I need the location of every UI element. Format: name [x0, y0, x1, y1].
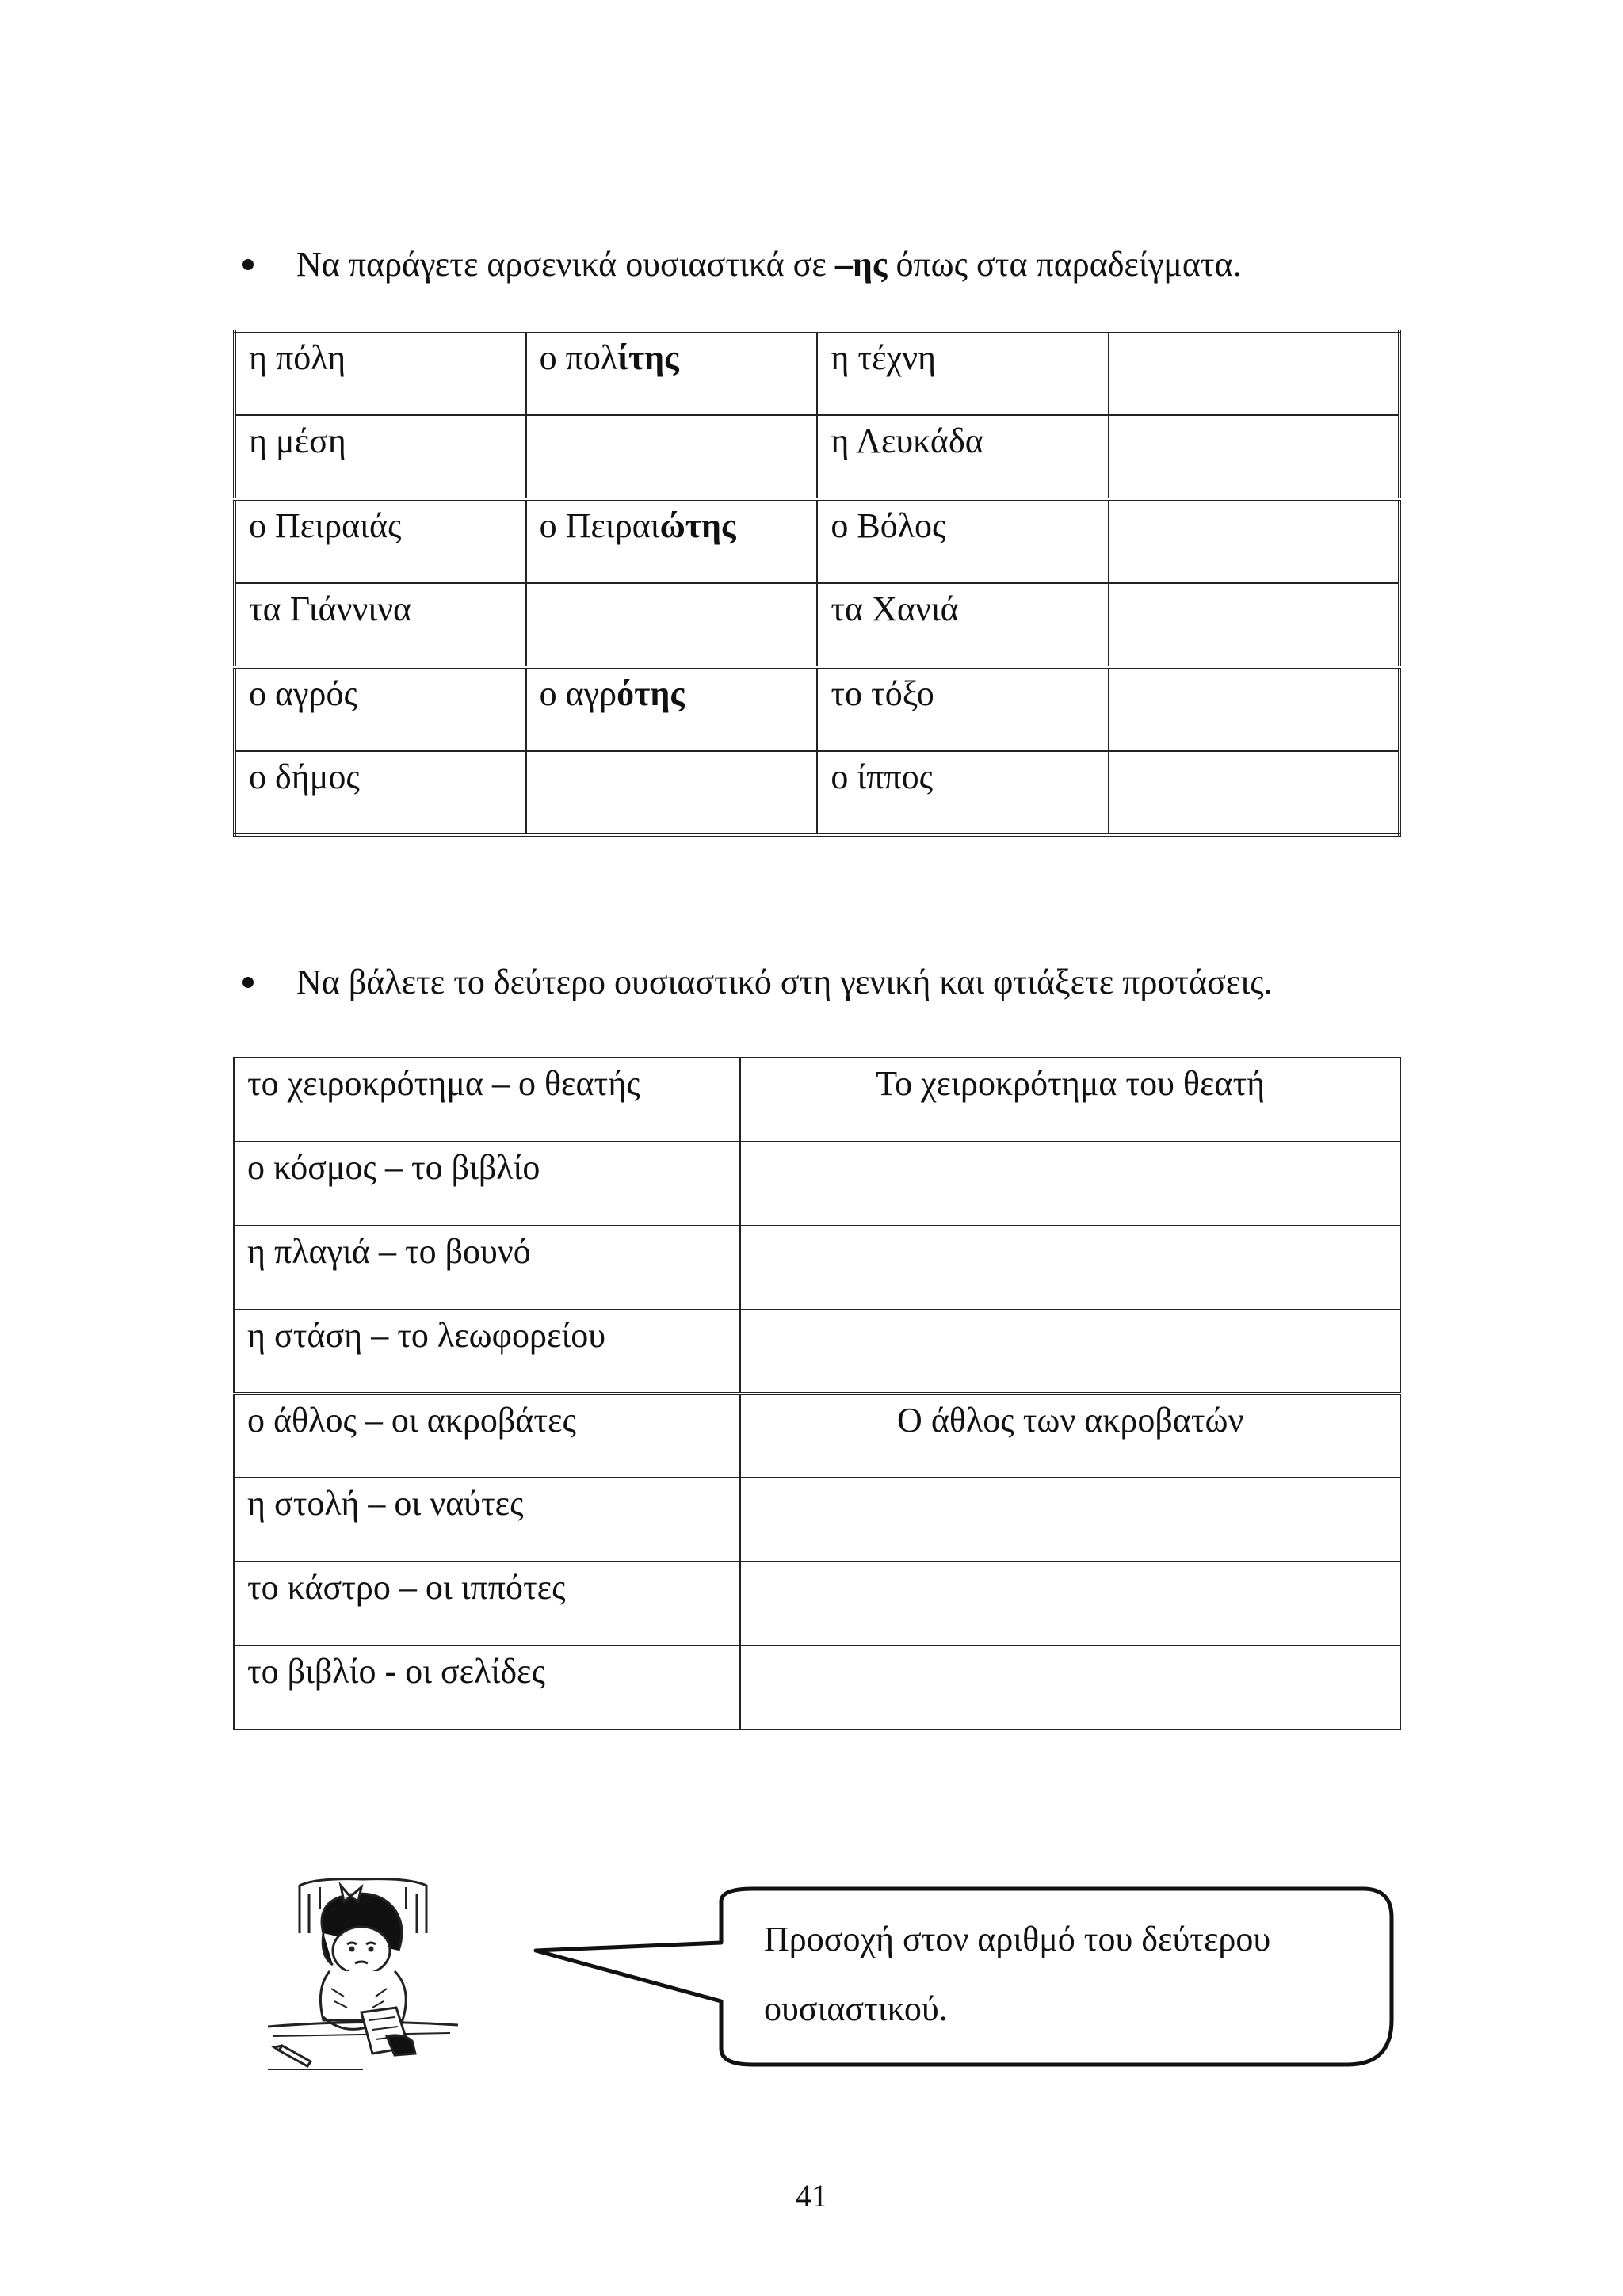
cell-answer-blank[interactable]	[526, 751, 818, 835]
cell-answer-blank[interactable]	[740, 1142, 1400, 1226]
table-row	[234, 1226, 1400, 1310]
cartoon-girl-illustration	[268, 1878, 460, 2071]
cell-noun-pair: η πλαγιά – το βουνό	[234, 1226, 740, 1310]
cell-answer[interactable]: Ο άθλος των ακροβατών	[740, 1394, 1400, 1478]
cell-noun-pair: ο άθλος – οι ακροβάτες	[234, 1394, 740, 1478]
table-row	[234, 1562, 1400, 1646]
cell-answer-blank[interactable]	[526, 583, 818, 667]
bubble-text-line-1: Προσοχή στον αριθμό του δεύτερου	[764, 1920, 1271, 1958]
table-row	[235, 499, 1400, 583]
cell-base-noun: τα Χανιά	[817, 583, 1109, 667]
table-row	[234, 1478, 1400, 1562]
cell-answer-blank[interactable]	[740, 1646, 1400, 1730]
cell-base-noun: η πόλη	[235, 331, 526, 415]
bubble-text-line-2: ουσιαστικού.	[764, 1989, 948, 2028]
cell-derived-noun[interactable]: ο αγρότης	[526, 667, 818, 751]
table-row	[235, 583, 1400, 667]
table-row	[234, 1394, 1400, 1478]
cell-noun-pair: το βιβλίο - οι σελίδες	[234, 1646, 740, 1730]
cell-base-noun: ο δήμος	[235, 751, 526, 835]
instruction-text: Να βάλετε το δεύτερο ουσιαστικό στη γενική και φτιάξετε προτάσεις.	[296, 963, 1273, 1001]
cell-noun-pair: η στολή – οι ναύτες	[234, 1478, 740, 1562]
table-row	[234, 1646, 1400, 1730]
table-row	[235, 331, 1400, 415]
cell-noun-pair: το χειροκρότημα – ο θεατής	[234, 1058, 740, 1142]
cell-answer-blank[interactable]	[1109, 499, 1400, 583]
cell-answer-blank[interactable]	[1109, 751, 1400, 835]
cell-answer-blank[interactable]	[740, 1478, 1400, 1562]
cell-answer-blank[interactable]	[740, 1226, 1400, 1310]
instruction-text: Να παράγετε αρσενικά ουσιαστικά σε –ης όπως στα παραδείγματα.	[296, 245, 1242, 284]
cell-noun-pair: ο κόσμος – το βιβλίο	[234, 1142, 740, 1226]
cell-answer-blank[interactable]	[526, 415, 818, 499]
speech-bubble	[531, 1886, 1395, 2068]
table-row	[234, 1142, 1400, 1226]
genitive-table	[233, 1057, 1401, 1730]
cell-base-noun: η μέση	[235, 415, 526, 499]
cell-base-noun: ο Πειραιάς	[235, 499, 526, 583]
table-row	[234, 1310, 1400, 1394]
bullet-icon	[242, 259, 254, 270]
page-number: 41	[796, 2178, 827, 2214]
cell-noun-pair: η στάση – το λεωφορείου	[234, 1310, 740, 1394]
table-row	[235, 667, 1400, 751]
bullet-icon	[242, 977, 254, 988]
cell-base-noun: η Λευκάδα	[817, 415, 1109, 499]
table-row	[235, 751, 1400, 835]
cell-answer-blank[interactable]	[1109, 331, 1400, 415]
cell-answer-blank[interactable]	[1109, 415, 1400, 499]
cell-base-noun: η τέχνη	[817, 331, 1109, 415]
cell-answer-blank[interactable]	[740, 1562, 1400, 1646]
cell-base-noun: ο ίππος	[817, 751, 1109, 835]
cell-answer[interactable]: Το χειροκρότημα του θεατή	[740, 1058, 1400, 1142]
cell-base-noun: τα Γιάννινα	[235, 583, 526, 667]
cell-base-noun: το τόξο	[817, 667, 1109, 751]
cell-derived-noun[interactable]: ο πολίτης	[526, 331, 818, 415]
cell-answer-blank[interactable]	[1109, 583, 1400, 667]
cell-derived-noun[interactable]: ο Πειραιώτης	[526, 499, 818, 583]
table-row	[235, 415, 1400, 499]
cell-base-noun: ο Βόλος	[817, 499, 1109, 583]
cell-answer-blank[interactable]	[1109, 667, 1400, 751]
cell-base-noun: ο αγρός	[235, 667, 526, 751]
cell-answer-blank[interactable]	[740, 1310, 1400, 1394]
derivation-table	[233, 330, 1401, 837]
table-row	[234, 1058, 1400, 1142]
cell-noun-pair: το κάστρο – οι ιππότες	[234, 1562, 740, 1646]
